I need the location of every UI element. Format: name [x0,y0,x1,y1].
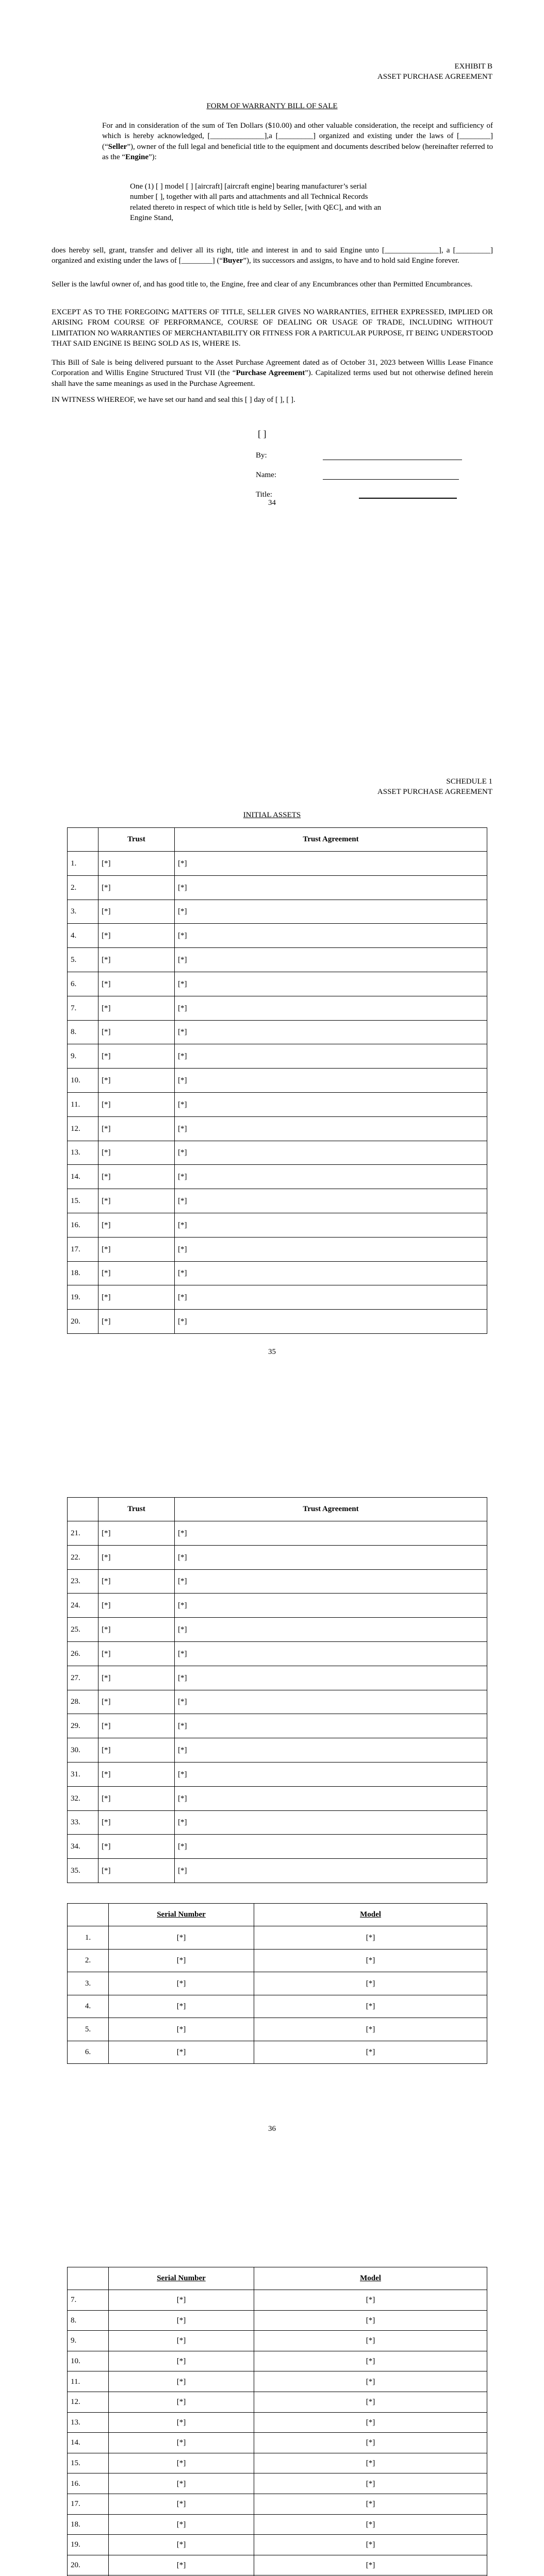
purchase-agreement-term: Purchase Agreement [236,369,305,378]
row-number-cell: 7. [68,2290,109,2311]
table-row [68,1285,487,1310]
first-value-cell: [*] [98,1189,175,1213]
row-number-cell: 8. [68,1020,98,1044]
row-number-cell: 14. [68,2433,109,2453]
second-value-cell: [*] [175,875,487,900]
table-row [68,1690,487,1714]
trust-table-trust-header: Trust [98,828,175,852]
row-number-cell: 35. [68,1859,98,1883]
second-value-cell: [*] [175,1666,487,1690]
table-row [68,1092,487,1116]
second-value-cell: [*] [254,2290,487,2311]
first-value-cell: [*] [109,2290,254,2311]
consideration-text-a: For and in consideration of the sum of Ten Dollars ($10.00) and other valuable consideration, the receipt and sufficiency of which is hereby acknowledged, [______________],a [_________] organized and existing under the laws of [________] (“ [102,122,493,151]
second-value-cell: [*] [254,1995,487,2018]
first-value-cell: [*] [98,1310,175,1334]
first-value-cell: [*] [98,1213,175,1237]
first-value-cell: [*] [98,1092,175,1116]
first-value-cell: [*] [109,2473,254,2494]
table-row [68,2351,487,2371]
delivery-text-a: This Bill of Sale is being delivered pursuant to the Asset Purchase Agreement dated as of October 31, 2023 between Willis Lease Finance Corporation and Willis Engine Structured Trust VII (the “ [52,359,493,378]
table-row [68,2371,487,2392]
first-value-cell: [*] [109,2331,254,2351]
second-value-cell: [*] [175,852,487,876]
second-value-cell: [*] [175,1189,487,1213]
table-row [68,2018,487,2041]
second-value-cell: [*] [254,2371,487,2392]
second-value-cell: [*] [175,1261,487,1285]
first-value-cell: [*] [98,900,175,924]
trust-table-agreement-header: Trust Agreement [175,1498,487,1521]
signature-name-line [323,479,459,480]
page-number-34: 34 [268,499,276,507]
table-row [68,972,487,996]
table-row [68,2290,487,2311]
table-row [68,2494,487,2514]
table-row [68,1786,487,1810]
grant-text-b: ”), its successors and assigns, to have and to hold said Engine forever. [243,257,459,265]
first-value-cell: [*] [109,2018,254,2041]
first-value-cell: [*] [109,2433,254,2453]
delivery-text-b: ”). Capitalized terms used but not otherwise defined herein shall have the same meanings as used in the Purchase Agreement. [52,369,493,388]
row-number-cell: 18. [68,1261,98,1285]
consideration-paragraph [102,121,493,162]
second-value-cell: [*] [254,2310,487,2331]
first-value-cell: [*] [109,2351,254,2371]
first-value-cell: [*] [98,1786,175,1810]
second-value-cell: [*] [175,996,487,1020]
schedule-label: SCHEDULE 1 [446,777,492,786]
second-value-cell: [*] [254,2494,487,2514]
second-value-cell: [*] [175,1569,487,1594]
row-number-cell: 9. [68,2331,109,2351]
first-value-cell: [*] [98,1165,175,1189]
table-row [68,1859,487,1883]
table-row [68,1545,487,1569]
second-value-cell: [*] [254,1972,487,1995]
first-value-cell: [*] [98,1545,175,1569]
second-value-cell: [*] [175,1521,487,1546]
bill-of-sale-title: FORM OF WARRANTY BILL OF SALE [206,102,338,110]
table-row [68,1594,487,1618]
table-row [68,1189,487,1213]
first-value-cell: [*] [109,1926,254,1950]
row-number-cell: 13. [68,2412,109,2433]
row-number-cell: 29. [68,1714,98,1738]
table-row [68,1521,487,1546]
second-value-cell: [*] [175,1714,487,1738]
row-number-cell: 15. [68,2453,109,2473]
second-value-cell: [*] [254,2041,487,2064]
table-row [68,1810,487,1835]
second-value-cell: [*] [175,1285,487,1310]
engine-term: Engine [125,152,149,161]
row-number-cell: 16. [68,1213,98,1237]
second-value-cell: [*] [175,1690,487,1714]
table-row [68,1261,487,1285]
second-value-cell: [*] [254,2473,487,2494]
second-value-cell: [*] [175,972,487,996]
second-value-cell: [*] [175,1594,487,1618]
second-value-cell: [*] [175,1310,487,1334]
second-value-cell: [*] [175,1786,487,1810]
second-value-cell: [*] [175,1641,487,1666]
row-number-cell: 4. [68,924,98,948]
row-number-cell: 26. [68,1641,98,1666]
serial-table-serial-header: Serial Number [109,2267,254,2290]
row-number-cell: 1. [68,1926,109,1950]
table-row [68,1310,487,1334]
table-row [68,2310,487,2331]
table-row [68,2514,487,2535]
row-number-cell: 7. [68,996,98,1020]
initial-assets-title: INITIAL ASSETS [243,811,301,819]
first-value-cell: [*] [98,1690,175,1714]
second-value-cell: [*] [175,1165,487,1189]
row-number-cell: 25. [68,1618,98,1642]
first-value-cell: [*] [98,1237,175,1261]
first-value-cell: [*] [98,1618,175,1642]
row-number-cell: 16. [68,2473,109,2494]
table-row [68,1618,487,1642]
first-value-cell: [*] [98,1069,175,1093]
table-row [68,2331,487,2351]
second-value-cell: [*] [254,2018,487,2041]
row-number-cell: 12. [68,1116,98,1141]
first-value-cell: [*] [98,1521,175,1546]
buyer-term: Buyer [223,257,243,265]
second-value-cell: [*] [175,1618,487,1642]
trust-table-header-row [68,828,487,852]
second-value-cell: [*] [254,2555,487,2575]
table-row [68,875,487,900]
signature-by-label: By: [256,451,267,460]
table-row [68,1213,487,1237]
table-row [68,2555,487,2575]
first-value-cell: [*] [98,948,175,972]
row-number-cell: 22. [68,1545,98,1569]
first-value-cell: [*] [98,1714,175,1738]
serial-table-model-header: Model [254,2267,487,2290]
table-row [68,1044,487,1069]
grant-text-a: does hereby sell, grant, transfer and deliver all its right, title and interest in and to said Engine unto [______________], a [_________] organized and existing under the laws of [________] (“ [52,246,493,265]
witness-paragraph: IN WITNESS WHEREOF, we have set our hand and seal this [ ] day of [ ], [ ]. [52,396,295,404]
trust-table-p36 [67,1497,487,1883]
first-value-cell: [*] [98,1738,175,1762]
table-row [68,1835,487,1859]
table-row [68,2412,487,2433]
first-value-cell: [*] [98,1044,175,1069]
disclaimer-paragraph: EXCEPT AS TO THE FOREGOING MATTERS OF TITLE, SELLER GIVES NO WARRANTIES, EITHER EXPRESSED, IMPLIED OR ARISING FROM COURSE OF PERFORMANCE, COURSE OF DEALING OR USAGE OF TRADE, INCLUDING WITHOUT LIMITATION NO WARRANTIES OF MERCHANTABILITY OR FITNESS FOR A PARTICULAR PURPOSE, IT BEING UNDERSTOOD THAT SAID ENGINE IS BEING SOLD AS IS, WHERE IS. [52,308,493,348]
second-value-cell: [*] [175,1069,487,1093]
table-row [68,2041,487,2064]
table-row [68,900,487,924]
first-value-cell: [*] [98,1594,175,1618]
second-value-cell: [*] [254,2331,487,2351]
table-row [68,852,487,876]
engine-description: One (1) [ ] model [ ] [aircraft] [aircraft engine] bearing manufacturer’s serial number [ ], together with all parts and attachments and all Technical Records related thereto in respect of which title is held by Seller, [with QEC], and with an Engine Stand, [130,182,382,222]
row-number-cell: 3. [68,1972,109,1995]
signatory-bracket: [ ] [258,429,267,439]
second-value-cell: [*] [175,1835,487,1859]
second-value-cell: [*] [254,1926,487,1950]
row-number-cell: 11. [68,1092,98,1116]
exhibit-header [377,62,492,82]
table-row [68,1949,487,1972]
signature-title-label: Title: [256,490,272,499]
table-row [68,2473,487,2494]
first-value-cell: [*] [109,2371,254,2392]
signature-title-line [359,498,457,499]
serial-table-header-row [68,1904,487,1926]
first-value-cell: [*] [109,2412,254,2433]
serial-table-p37 [67,2267,487,2576]
second-value-cell: [*] [254,2453,487,2473]
delivery-paragraph [52,358,493,389]
title-paragraph: Seller is the lawful owner of, and has good title to, the Engine, free and clear of any Encumbrances other than Permitted Encumbrances. [52,280,473,289]
row-number-cell: 20. [68,1310,98,1334]
first-value-cell: [*] [98,1835,175,1859]
second-value-cell: [*] [254,2514,487,2535]
second-value-cell: [*] [254,1949,487,1972]
row-number-cell: 14. [68,1165,98,1189]
row-number-cell: 10. [68,1069,98,1093]
second-value-cell: [*] [175,924,487,948]
second-value-cell: [*] [254,2392,487,2412]
table-row [68,1926,487,1950]
table-row [68,1569,487,1594]
second-value-cell: [*] [175,1092,487,1116]
table-row [68,1666,487,1690]
first-value-cell: [*] [98,1859,175,1883]
trust-table-header-row [68,1498,487,1521]
row-number-cell: 33. [68,1810,98,1835]
table-row [68,1069,487,1093]
row-number-cell: 6. [68,972,98,996]
row-number-cell: 2. [68,1949,109,1972]
table-row [68,2535,487,2555]
first-value-cell: [*] [98,1116,175,1141]
second-value-cell: [*] [254,2535,487,2555]
second-value-cell: [*] [175,1859,487,1883]
serial-table-num-header [68,2267,109,2290]
row-number-cell: 21. [68,1521,98,1546]
second-value-cell: [*] [175,1116,487,1141]
row-number-cell: 28. [68,1690,98,1714]
trust-table-trust-header: Trust [98,1498,175,1521]
row-number-cell: 4. [68,1995,109,2018]
second-value-cell: [*] [175,900,487,924]
grant-paragraph [52,245,493,266]
row-number-cell: 3. [68,900,98,924]
table-row [68,2392,487,2412]
table-row [68,1762,487,1786]
row-number-cell: 24. [68,1594,98,1618]
table-row [68,1116,487,1141]
second-value-cell: [*] [254,2412,487,2433]
first-value-cell: [*] [109,2555,254,2575]
serial-table-model-header: Model [254,1904,487,1926]
first-value-cell: [*] [98,852,175,876]
signature-name-label: Name: [256,471,276,479]
first-value-cell: [*] [98,1762,175,1786]
second-value-cell: [*] [175,1141,487,1165]
table-row [68,924,487,948]
second-value-cell: [*] [175,1738,487,1762]
row-number-cell: 18. [68,2514,109,2535]
trust-table-p35 [67,827,487,1334]
row-number-cell: 34. [68,1835,98,1859]
first-value-cell: [*] [98,1261,175,1285]
row-number-cell: 12. [68,2392,109,2412]
row-number-cell: 10. [68,2351,109,2371]
page-number-36: 36 [268,2125,276,2133]
table-row [68,948,487,972]
row-number-cell: 31. [68,1762,98,1786]
second-value-cell: [*] [175,1020,487,1044]
second-value-cell: [*] [254,2351,487,2371]
row-number-cell: 6. [68,2041,109,2064]
row-number-cell: 9. [68,1044,98,1069]
second-value-cell: [*] [175,1762,487,1786]
first-value-cell: [*] [98,1666,175,1690]
first-value-cell: [*] [109,2514,254,2535]
trust-table-num-header [68,828,98,852]
first-value-cell: [*] [98,1810,175,1835]
first-value-cell: [*] [109,2535,254,2555]
trust-table-num-header [68,1498,98,1521]
row-number-cell: 17. [68,2494,109,2514]
first-value-cell: [*] [98,875,175,900]
table-row [68,1020,487,1044]
first-value-cell: [*] [109,1972,254,1995]
table-row [68,1972,487,1995]
row-number-cell: 17. [68,1237,98,1261]
first-value-cell: [*] [109,2494,254,2514]
row-number-cell: 8. [68,2310,109,2331]
row-number-cell: 32. [68,1786,98,1810]
first-value-cell: [*] [109,2453,254,2473]
row-number-cell: 23. [68,1569,98,1594]
table-row [68,2453,487,2473]
trust-table-agreement-header: Trust Agreement [175,828,487,852]
row-number-cell: 5. [68,948,98,972]
schedule-header [377,777,492,797]
row-number-cell: 30. [68,1738,98,1762]
first-value-cell: [*] [98,1569,175,1594]
seller-term: Seller [108,142,127,151]
first-value-cell: [*] [109,2310,254,2331]
second-value-cell: [*] [175,948,487,972]
schedule-agreement-name: ASSET PURCHASE AGREEMENT [377,787,492,796]
first-value-cell: [*] [98,924,175,948]
second-value-cell: [*] [175,1545,487,1569]
row-number-cell: 11. [68,2371,109,2392]
first-value-cell: [*] [109,2392,254,2412]
first-value-cell: [*] [98,1141,175,1165]
table-row [68,1738,487,1762]
row-number-cell: 2. [68,875,98,900]
first-value-cell: [*] [98,1020,175,1044]
serial-table-num-header [68,1904,109,1926]
row-number-cell: 13. [68,1141,98,1165]
row-number-cell: 1. [68,852,98,876]
consideration-text-c: ”): [149,152,157,161]
row-number-cell: 20. [68,2555,109,2575]
table-row [68,1141,487,1165]
second-value-cell: [*] [175,1810,487,1835]
serial-table-p36 [67,1903,487,2064]
table-row [68,1165,487,1189]
table-row [68,2433,487,2453]
table-row [68,1641,487,1666]
serial-table-header-row [68,2267,487,2290]
first-value-cell: [*] [98,996,175,1020]
second-value-cell: [*] [175,1237,487,1261]
table-row [68,1995,487,2018]
row-number-cell: 5. [68,2018,109,2041]
first-value-cell: [*] [109,2041,254,2064]
first-value-cell: [*] [98,1285,175,1310]
exhibit-agreement-name: ASSET PURCHASE AGREEMENT [377,72,492,81]
consideration-text-b: ”), owner of the full legal and beneficial title to the equipment and documents described below (hereinafter referred to as the “ [102,142,493,161]
second-value-cell: [*] [254,2433,487,2453]
page-number-35: 35 [268,1348,276,1356]
row-number-cell: 15. [68,1189,98,1213]
first-value-cell: [*] [98,1641,175,1666]
row-number-cell: 19. [68,2535,109,2555]
second-value-cell: [*] [175,1044,487,1069]
serial-table-serial-header: Serial Number [109,1904,254,1926]
table-row [68,1237,487,1261]
row-number-cell: 19. [68,1285,98,1310]
first-value-cell: [*] [98,972,175,996]
first-value-cell: [*] [109,1949,254,1972]
table-row [68,996,487,1020]
first-value-cell: [*] [109,1995,254,2018]
second-value-cell: [*] [175,1213,487,1237]
table-row [68,1714,487,1738]
row-number-cell: 27. [68,1666,98,1690]
exhibit-label: EXHIBIT B [454,62,492,71]
